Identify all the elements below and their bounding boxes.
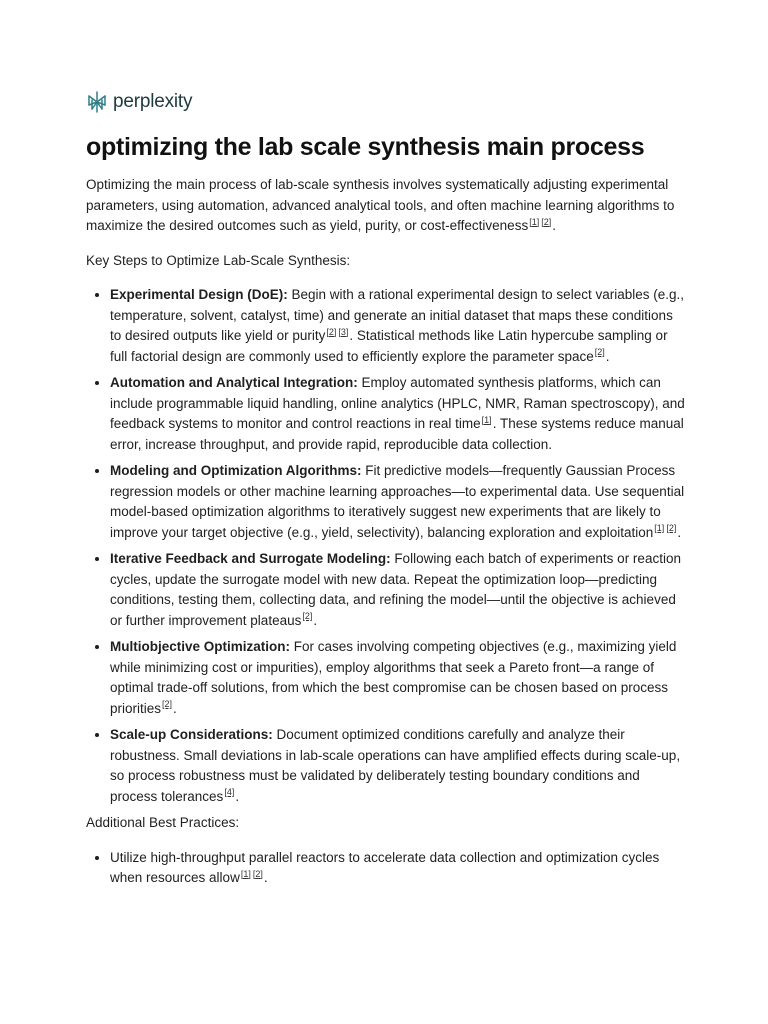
key-steps-list bbox=[86, 285, 686, 807]
citation-link[interactable]: [1] bbox=[481, 414, 492, 425]
list-item-text: . bbox=[677, 524, 682, 540]
intro-text: Optimizing the main process of lab-scale synthesis involves systematically adjusting experimental parameters, using automation, advanced analytical tools, and often machine learning algorithms to maximize the desired outcomes such as yield, purity, or cost-effectiveness bbox=[86, 177, 675, 233]
list-item-heading: Scale-up Considerations: bbox=[110, 727, 273, 742]
list-item-text: Fit predictive models—frequently Gaussian Process regression models or other machine learning approaches—to experimental data. Use sequential model-based optimization algorithms to iteratively suggest new experiments that are likely to improve your target objective (e.g., yield, selectivity), balancing exploration and exploitation bbox=[110, 463, 685, 540]
list-item bbox=[110, 549, 686, 631]
list-item bbox=[110, 637, 686, 719]
list-item-heading: Multiobjective Optimization: bbox=[110, 639, 291, 654]
citation-link[interactable]: [2] bbox=[326, 326, 337, 337]
citation-link[interactable]: [3] bbox=[338, 326, 349, 337]
list-item-text: . bbox=[235, 788, 240, 804]
citation-link[interactable]: [1] bbox=[529, 216, 540, 227]
intro-paragraph bbox=[86, 175, 686, 237]
best-practices-list bbox=[86, 848, 686, 889]
citation-link[interactable]: [2] bbox=[666, 523, 677, 533]
list-item-heading: Experimental Design (DoE): bbox=[110, 287, 288, 302]
list-item bbox=[110, 848, 686, 889]
citation-link[interactable]: [2] bbox=[302, 611, 313, 621]
list-item-text: . bbox=[605, 348, 610, 364]
brand-name: perplexity bbox=[113, 91, 193, 112]
citation-link[interactable]: [4] bbox=[224, 787, 235, 797]
list-item-heading: Modeling and Optimization Algorithms: bbox=[110, 463, 362, 478]
brand-header[interactable] bbox=[86, 86, 686, 118]
list-item-text: Document optimized conditions carefully and analyze their robustness. Small deviations in lab-scale operations can have amplified effects during scale-up, so process robustness must be validated by deliberately testing boundary conditions and process tolerances bbox=[110, 727, 681, 804]
list-item-text: . bbox=[263, 870, 268, 885]
best-practices-label: Additional Best Practices: bbox=[86, 815, 240, 830]
list-item-text: . Statistical methods like Latin hypercube sampling or full factorial design are commonly used to efficiently explore the parameter space bbox=[110, 328, 668, 364]
citation-link[interactable]: [1] bbox=[240, 868, 251, 879]
citation-link[interactable]: [2] bbox=[252, 868, 263, 879]
citation-link[interactable]: [2] bbox=[162, 699, 173, 709]
list-item-text: Begin with a rational experimental design to select variables (e.g., temperature, solvent, catalyst, time) and generate an initial dataset that maps these conditions to desired outputs like yield or purity bbox=[110, 287, 684, 343]
list-item-text: Utilize high-throughput parallel reactors to accelerate data collection and optimization cycles when resources allow bbox=[110, 849, 660, 885]
intro-tail: . bbox=[552, 218, 556, 233]
list-item-text: . bbox=[313, 612, 318, 628]
perplexity-logo-icon bbox=[86, 90, 108, 114]
citation-link[interactable]: [2] bbox=[541, 216, 552, 227]
list-item bbox=[110, 373, 686, 455]
key-steps-label: Key Steps to Optimize Lab-Scale Synthesis: bbox=[86, 252, 351, 268]
page-title: optimizing the lab scale synthesis main process bbox=[86, 133, 645, 161]
list-item-text: Following each batch of experiments or reaction cycles, update the surrogate model with new data. Repeat the optimization loop—predicting conditions, testing them, collecting data, and refining the model—until the objective is achieved or further improvement plateaus bbox=[110, 551, 681, 628]
list-item-text: For cases involving competing objectives (e.g., maximizing yield while minimizing cost or impurities), employ algorithms that seek a Pareto front—a range of optimal trade-off solutions, from which the best compromise can be chosen based on process priorities bbox=[110, 639, 677, 716]
list-item-heading: Iterative Feedback and Surrogate Modeling: bbox=[110, 551, 391, 566]
citation-link[interactable]: [1] bbox=[654, 523, 665, 533]
document-page bbox=[86, 86, 686, 895]
list-item bbox=[110, 285, 686, 367]
list-item-text: . These systems reduce manual error, increase throughput, and provide rapid, reproducible data collection. bbox=[110, 416, 684, 452]
list-item-text: . bbox=[173, 700, 177, 716]
list-item-heading: Automation and Analytical Integration: bbox=[110, 375, 358, 390]
list-item bbox=[110, 461, 686, 543]
list-item-text: Employ automated synthesis platforms, which can include programmable liquid handling, online analytics (HPLC, NMR, Raman spectroscopy), and feedback systems to monitor and control reactions in real time bbox=[110, 375, 685, 431]
citation-link[interactable]: [2] bbox=[594, 347, 605, 357]
list-item bbox=[110, 725, 686, 807]
